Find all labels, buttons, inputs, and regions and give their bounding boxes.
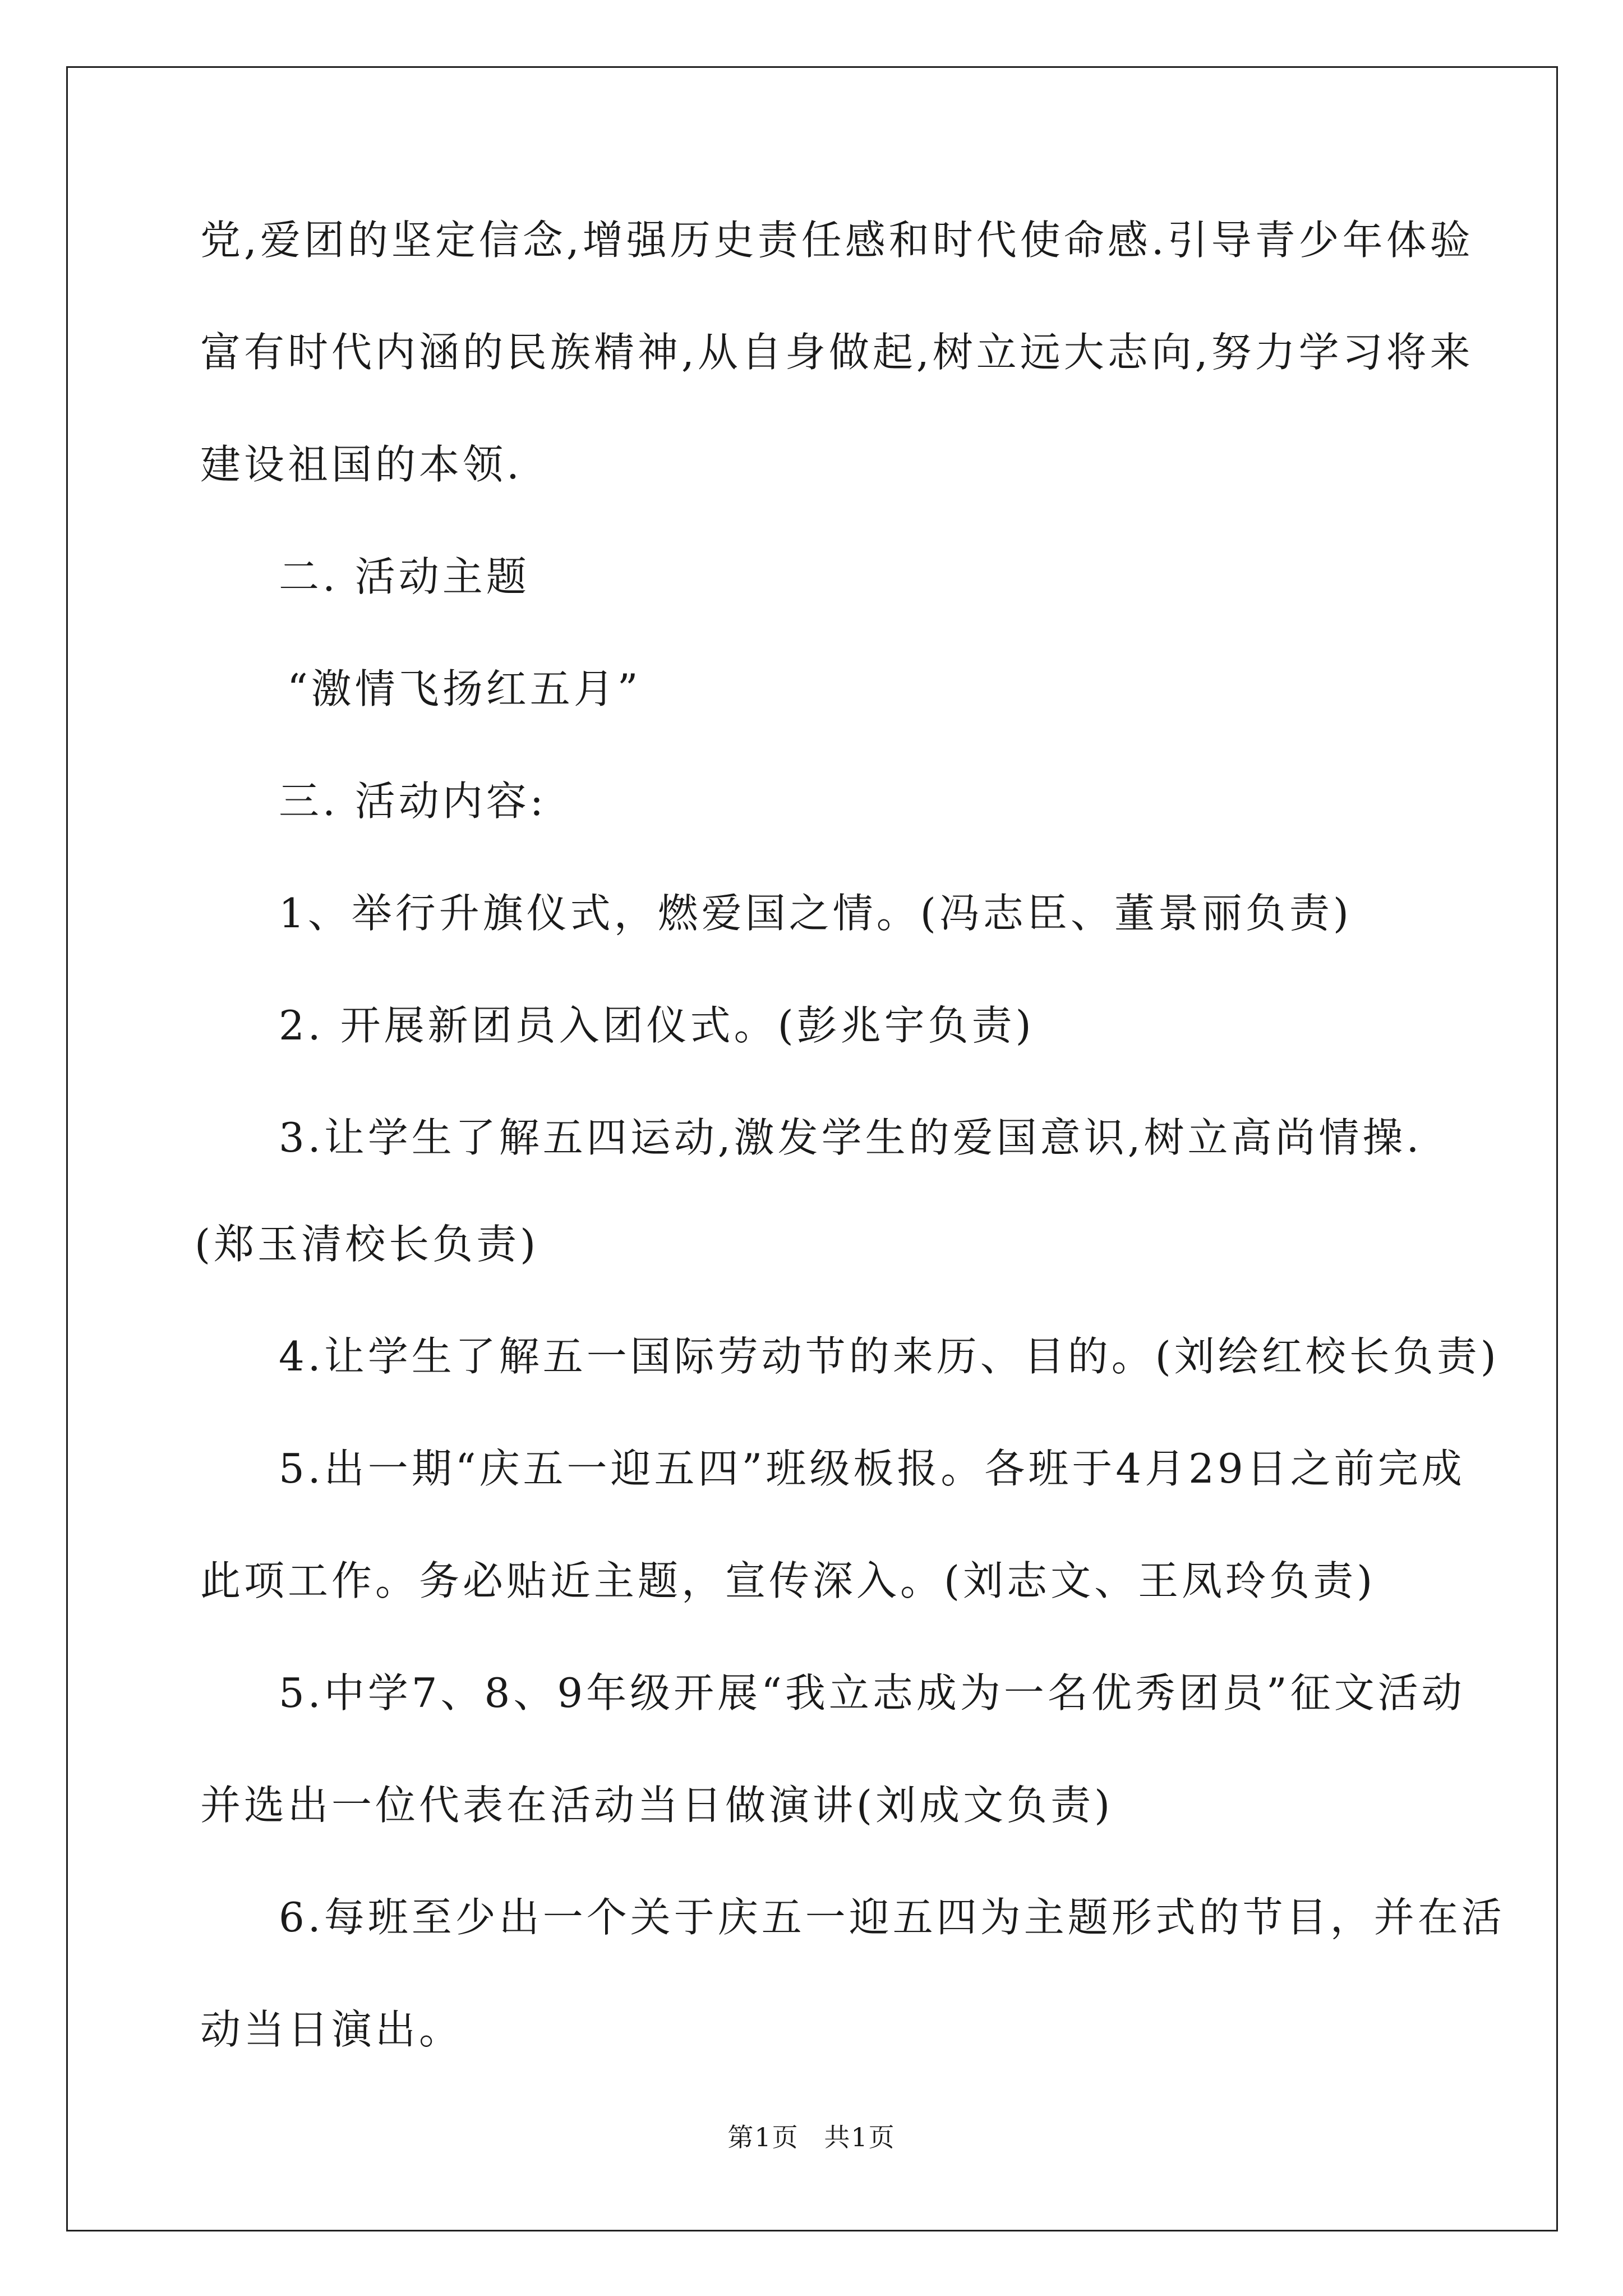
section-heading: 三. 活动内容: bbox=[279, 777, 547, 825]
paragraph-line: 建设祖国的本领. bbox=[200, 441, 523, 488]
list-item: 4.让学生了解五一国际劳动节的来历、目的。(刘绘红校长负责) bbox=[279, 1333, 1500, 1380]
list-item: 5.出一期“庆五一迎五四”班级板报。各班于4月29日之前完成 bbox=[279, 1445, 1465, 1492]
paragraph-line: 党,爱团的坚定信念,增强历史责任感和时代使命感.引导青少年体验 bbox=[200, 217, 1474, 264]
list-item-continuation: 此项工作。务必贴近主题，宣传深入。(刘志文、王凤玲负责) bbox=[200, 1557, 1376, 1604]
section-heading: 二. 活动主题 bbox=[279, 553, 530, 600]
list-item-continuation: 并选出一位代表在活动当日做演讲(刘成文负责) bbox=[200, 1782, 1114, 1829]
page-footer bbox=[0, 2120, 1623, 2154]
list-item-continuation: 动当日演出。 bbox=[200, 2006, 463, 2053]
page-number: 第1页 bbox=[727, 2122, 799, 2152]
list-item: 2. 开展新团员入团仪式。(彭兆宇负责) bbox=[279, 1002, 1035, 1049]
list-item: 5.中学7、8、9年级开展“我立志成为一名优秀团员”征文活动 bbox=[279, 1669, 1465, 1717]
list-item: 3.让学生了解五四运动,激发学生的爱国意识,树立高尚情操. bbox=[279, 1114, 1423, 1161]
page-total: 共1页 bbox=[824, 2122, 896, 2152]
theme-title: “激情飞扬红五月” bbox=[287, 665, 642, 712]
list-item: 6.每班至少出一个关于庆五一迎五四为主题形式的节目，并在活 bbox=[279, 1894, 1505, 1941]
list-item-continuation: (郑玉清校长负责) bbox=[195, 1221, 540, 1268]
list-item: 1、举行升旗仪式，燃爱国之情。(冯志臣、董景丽负责) bbox=[279, 890, 1352, 937]
paragraph-line: 富有时代内涵的民族精神,从自身做起,树立远大志向,努力学习将来 bbox=[200, 329, 1474, 376]
